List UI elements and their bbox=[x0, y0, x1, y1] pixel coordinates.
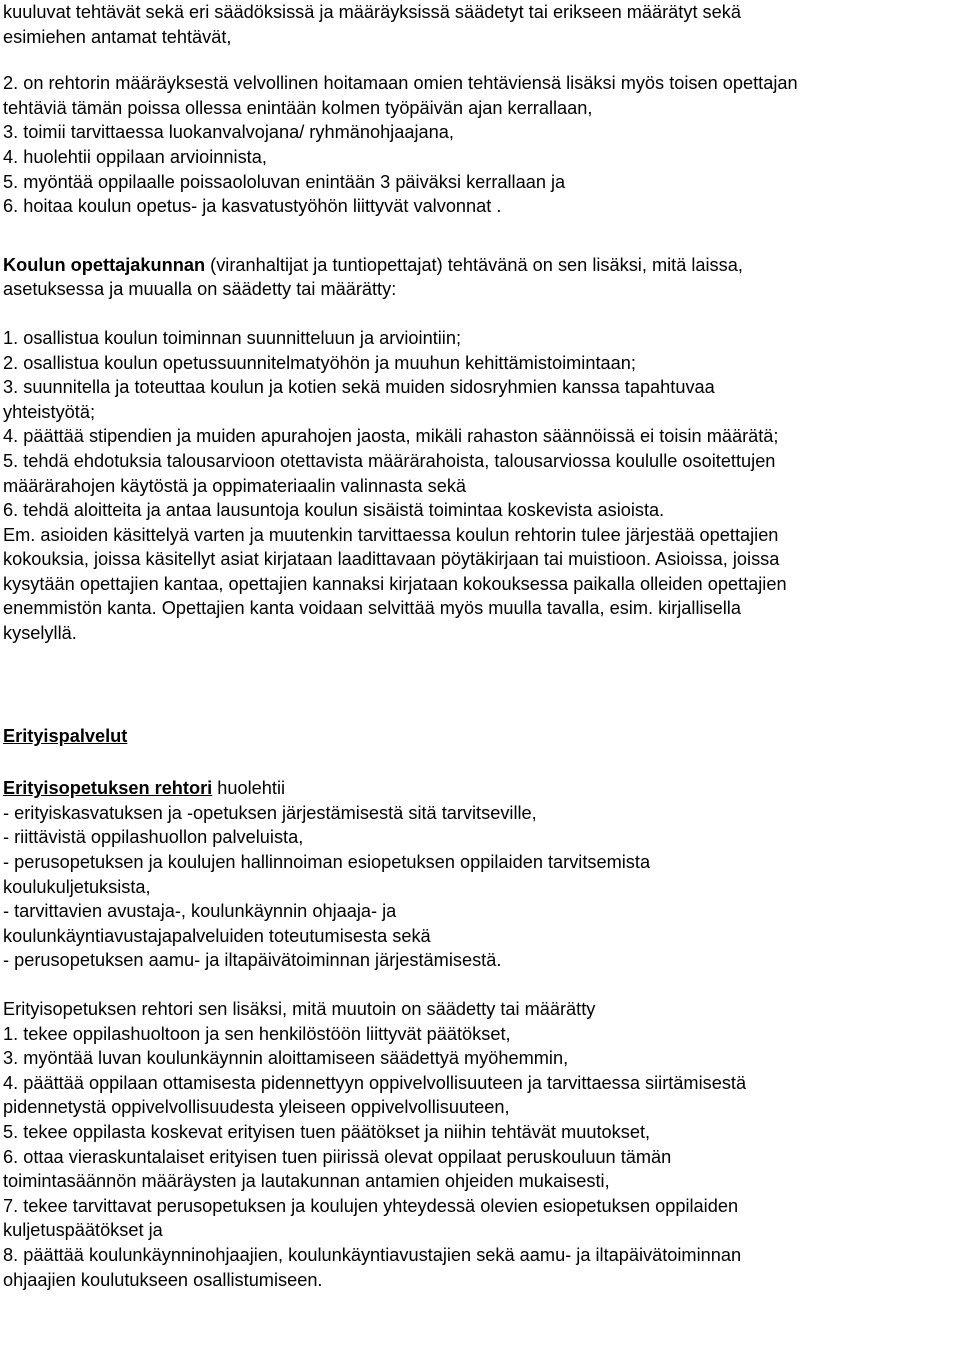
list-item: 6. ottaa vieraskuntalaiset erityisen tuen piirissä olevat oppilaat peruskouluun tämän bbox=[3, 1146, 672, 1167]
list-item: toimintasäännön määräysten ja lautakunnan antamien ohjeiden mukaisesti, bbox=[3, 1171, 610, 1192]
subsection-lead-rest: huolehtii bbox=[212, 778, 286, 799]
list-item: - tarvittavien avustaja-, koulunkäynnin ohjaaja- ja bbox=[3, 901, 397, 922]
list-item: - perusopetuksen aamu- ja iltapäivätoiminnan järjestämisestä. bbox=[3, 950, 502, 971]
list-item: - perusopetuksen ja koulujen hallinnoiman esiopetuksen oppilaiden tarvitsemista bbox=[3, 852, 651, 873]
document-page bbox=[3, 0, 958, 1292]
list-item: 3. suunnitella ja toteuttaa koulun ja kotien sekä muiden sidosryhmien kanssa tapahtuvaa bbox=[3, 377, 715, 398]
section-lead-rest: (viranhaltijat ja tuntiopettajat) tehtävänä on sen lisäksi, mitä laissa, bbox=[205, 254, 743, 275]
list-item: 2. on rehtorin määräyksestä velvollinen hoitamaan omien tehtäviensä lisäksi myös toisen opettajan bbox=[3, 73, 798, 94]
list-item: 3. myöntää luvan koulunkäynnin aloittamiseen säädettyä myöhemmin, bbox=[3, 1048, 569, 1069]
list-item: 7. tekee tarvittavat perusopetuksen ja koulujen yhteydessä olevien esiopetuksen oppilaiden bbox=[3, 1195, 739, 1216]
text-line: enemmistön kanta. Opettajien kanta voidaan selvittää myös muulla tavalla, esim. kirjallisella bbox=[3, 598, 741, 619]
list-item: - erityiskasvatuksen ja -opetuksen järjestämisestä sitä tarvitseville, bbox=[3, 802, 537, 823]
list-item: 6. tehdä aloitteita ja antaa lausuntoja koulun sisäistä toimintaa koskevista asioista. bbox=[3, 500, 665, 521]
list-item: 3. toimii tarvittaessa luokanvalvojana/ ryhmänohjaajana, bbox=[3, 122, 454, 143]
text-line: Erityisopetuksen rehtori sen lisäksi, mitä muutoin on säädetty tai määrätty bbox=[3, 999, 596, 1019]
list-item: määrärahojen käytöstä ja oppimateriaalin valinnasta sekä bbox=[3, 475, 467, 496]
text-line: kyselyllä. bbox=[3, 623, 77, 644]
teacher-duties-list bbox=[3, 71, 958, 219]
text-line: kuuluvat tehtävät sekä eri säädöksissä ja määräyksissä säädetyt tai erikseen määrätyt sekä bbox=[3, 2, 741, 22]
list-item: 1. osallistua koulun toiminnan suunnitteluun ja arviointiin; bbox=[3, 327, 461, 348]
erityispalvelut-section bbox=[3, 724, 958, 1292]
list-item: 8. päättää koulunkäynninohjaajien, koulunkäyntiavustajien sekä aamu- ja iltapäivätoiminnan bbox=[3, 1244, 742, 1265]
list-item: ohjaajien koulutukseen osallistumiseen. bbox=[3, 1269, 323, 1290]
list-item: koulukuljetuksista, bbox=[3, 876, 151, 897]
list-item: 5. myöntää oppilaalle poissaololuvan enintään 3 päiväksi kerrallaan ja bbox=[3, 171, 566, 192]
subsection-lead bbox=[3, 776, 958, 801]
text-line: kokouksia, joissa käsitellyt asiat kirjataan laadittavaan pöytäkirjaan tai muistioon. Asioissa, joissa bbox=[3, 549, 780, 570]
list-item: koulunkäyntiavustajapalveluiden toteutumisesta sekä bbox=[3, 925, 431, 946]
list-item: 4. päättää stipendien ja muiden apurahojen jaosta, mikäli rahaston säännöissä ei toisin määrätä; bbox=[3, 426, 779, 447]
intro-paragraph bbox=[3, 0, 958, 49]
text-line: Em. asioiden käsittelyä varten ja muutenkin tarvittaessa koulun rehtorin tulee järjestää opettajien bbox=[3, 524, 779, 545]
section-lead bbox=[3, 253, 958, 278]
list-item: 1. tekee oppilashuoltoon ja sen henkilöstöön liittyvät päätökset, bbox=[3, 1023, 511, 1044]
list-item: tehtäviä tämän poissa ollessa enintään kolmen työpäivän ajan kerrallaan, bbox=[3, 97, 593, 118]
text-line: esimiehen antamat tehtävät, bbox=[3, 26, 232, 47]
list-item: yhteistyötä; bbox=[3, 401, 95, 422]
opettajakunta-section bbox=[3, 253, 958, 646]
section-heading: Erityispalvelut bbox=[3, 725, 128, 746]
text-line: asetuksessa ja muualla on säädetty tai määrätty: bbox=[3, 279, 397, 300]
list-item: 5. tekee oppilasta koskevat erityisen tuen päätökset ja niihin tehtävät muutokset, bbox=[3, 1121, 651, 1142]
subsection-lead-bold: Erityisopetuksen rehtori bbox=[3, 778, 213, 799]
list-item: 4. päättää oppilaan ottamisesta pidennettyyn oppivelvollisuuteen ja tarvittaessa siirtämisestä bbox=[3, 1072, 747, 1093]
list-item: 4. huolehtii oppilaan arvioinnista, bbox=[3, 146, 267, 167]
text-line: kysytään opettajien kantaa, opettajien kannaksi kirjataan kokouksessa paikalla olleiden opettajien bbox=[3, 573, 787, 594]
list-item: 5. tehdä ehdotuksia talousarvioon otettavista määrärahoista, talousarviossa koululle osoitettujen bbox=[3, 450, 776, 471]
section-lead-bold: Koulun opettajakunnan bbox=[3, 254, 206, 275]
list-item: pidennetystä oppivelvollisuudesta yleiseen oppivelvollisuuteen, bbox=[3, 1097, 510, 1118]
list-item: 6. hoitaa koulun opetus- ja kasvatustyöhön liittyvät valvonnat . bbox=[3, 196, 502, 217]
list-item: - riittävistä oppilashuollon palveluista, bbox=[3, 827, 304, 848]
list-item: kuljetuspäätökset ja bbox=[3, 1220, 163, 1241]
list-item: 2. osallistua koulun opetussuunnitelmatyöhön ja muuhun kehittämistoimintaan; bbox=[3, 352, 636, 373]
